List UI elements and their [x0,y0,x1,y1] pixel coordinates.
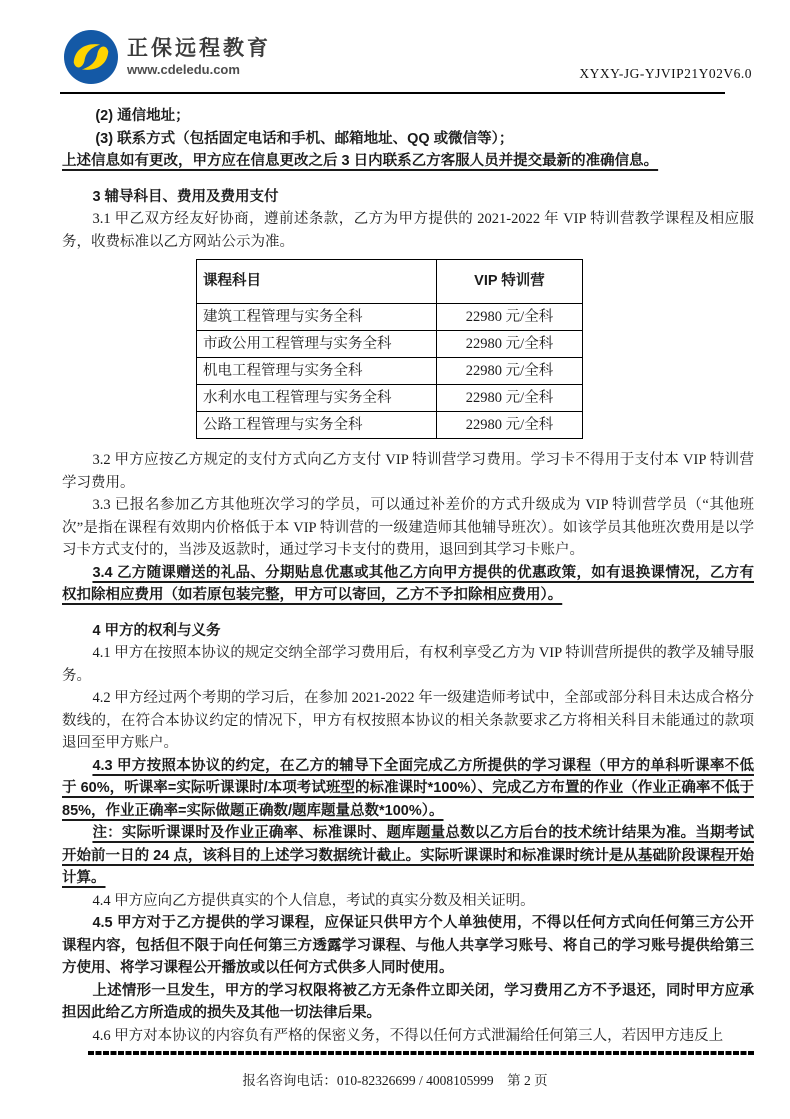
price-table-body [197,304,583,439]
table-row [197,358,583,385]
logo-text-block [127,36,271,78]
paragraph: 注：实际听课课时及作业正确率、标准课时、题库题量总数以乙方后台的技术统计结果为准。当期考试开始前一日的 24 点，该科目的上述学习数据统计截止。实际听课课时和标准课时统计是从基础阶段课程开始计算。 [62,825,754,886]
company-logo [64,30,271,84]
price-table [196,259,583,439]
paragraph: 4.3 甲方按照本协议的约定，在乙方的辅导下全面完成乙方所提供的学习课程（甲方的单科听课率不低于 60%，听课率=实际听课课时/本项考试班型的标准课时*100%）、完成乙方布置的作业（作业正确率不低于 85%，作业正确率=实际做题正确数/题库题量总数*100%）。 [62,757,754,819]
section-heading: 3 辅导科目、费用及费用支付 [92,188,279,205]
paragraph: 3.3 已报名参加乙方其他班次学习的学员，可以通过补差价的方式升级成为 VIP 特训营学员（“其他班次”是指在课程有效期内价格低于本 VIP 特训营的一级建造师其他辅导班次）。如该学员其他班次费用是以学习卡方式支付的，当涉及返款时，通过学习卡支付的费用，退回到其学习卡账户。 [62,497,754,558]
table-row [197,304,583,331]
table-row [197,331,583,358]
section-heading: 4 甲方的权利与义务 [92,622,221,639]
footer-divider [88,1051,755,1055]
table-header-vip: VIP 特训营 [437,260,583,304]
paragraph: 4.1 甲方在按照本协议的规定交纳全部学习费用后，有权利享受乙方为 VIP 特训营所提供的教学及辅导服务。 [62,645,754,684]
table-row [197,385,583,412]
paragraph: 上述情形一旦发生，甲方的学习权限将被乙方无条件立即关闭，学习费用乙方不予退还，同时甲方应承担因此给乙方所造成的损失及其他一切法律后果。 [62,982,754,1021]
footer-text: 报名咨询电话：010-82326699 / 4008105999 第 2 页 [242,1073,548,1088]
logo-title: 正保远程教育 [127,37,271,60]
paragraph: (3) 联系方式（包括固定电话和手机、邮箱地址、QQ 或微信等）； [95,130,514,147]
paragraph: 4.6 甲方对本协议的内容负有严格的保密义务，不得以任何方式泄漏给任何第三人，若因甲方违反上 [92,1027,724,1044]
cell-course-subject: 建筑工程管理与实务全科 [197,304,437,331]
table-header-row [197,260,583,304]
paragraph: 4.2 甲方经过两个考期的学习后，在参加 2021-2022 年一级建造师考试中，全部或部分科目未达成合格分数线的，在符合本协议约定的情况下，甲方有权按照本协议的相关条款要求乙方将相关科目未能通过的款项退回至甲方账户。 [62,690,754,751]
cell-course-subject: 公路工程管理与实务全科 [197,412,437,439]
company-logo-icon [64,30,118,84]
cell-course-price: 22980 元/全科 [437,412,583,439]
cell-course-price: 22980 元/全科 [437,331,583,358]
cell-course-price: 22980 元/全科 [437,385,583,412]
paragraph: 3.4 乙方随课赠送的礼品、分期贴息优惠或其他乙方向甲方提供的优惠政策，如有退换课情况，乙方有权扣除相应费用（如若原包装完整，甲方可以寄回，乙方不予扣除相应费用）。 [62,564,754,603]
cell-course-subject: 水利水电工程管理与实务全科 [197,385,437,412]
paragraph: 3.2 甲方应按乙方规定的支付方式向乙方支付 VIP 特训营学习费用。学习卡不得用于支付本 VIP 特训营学习费用。 [62,452,754,491]
cell-course-subject: 机电工程管理与实务全科 [197,358,437,385]
cell-course-subject: 市政公用工程管理与实务全科 [197,331,437,358]
paragraph: 3.1 甲乙双方经友好协商，遵前述条款，乙方为甲方提供的 2021-2022 年 VIP 特训营教学课程及相应服务，收费标准以乙方网站公示为准。 [62,211,754,250]
cell-course-price: 22980 元/全科 [437,358,583,385]
page-header [0,0,790,84]
cell-course-price: 22980 元/全科 [437,304,583,331]
document-code: XYXY-JG-YJVIP21Y02V6.0 [579,66,752,81]
logo-url: www.cdeledu.com [127,62,240,77]
paragraph: 4.4 甲方应向乙方提供真实的个人信息，考试的真实分数及相关证明。 [92,892,535,909]
table-row [197,412,583,439]
paragraphs-top [62,105,754,253]
paragraphs-bottom [62,449,754,1047]
paragraph: (2) 通信地址； [95,108,190,124]
paragraph: 4.5 甲方对于乙方提供的学习课程，应保证只供甲方个人单独使用，不得以任何方式向任何第三方公开课程内容，包括但不限于向任何第三方透露学习课程、与他人共享学习账号、将自己的学习账号提供给第三方使用、将学习课程公开播放或以任何方式供多人同时使用。 [62,915,754,976]
paragraph: 上述信息如有更改，甲方应在信息更改之后 3 日内联系乙方客服人员并提交最新的准确信息。 [62,153,659,169]
table-header-subject: 课程科目 [197,260,437,304]
document-body [0,94,790,1047]
